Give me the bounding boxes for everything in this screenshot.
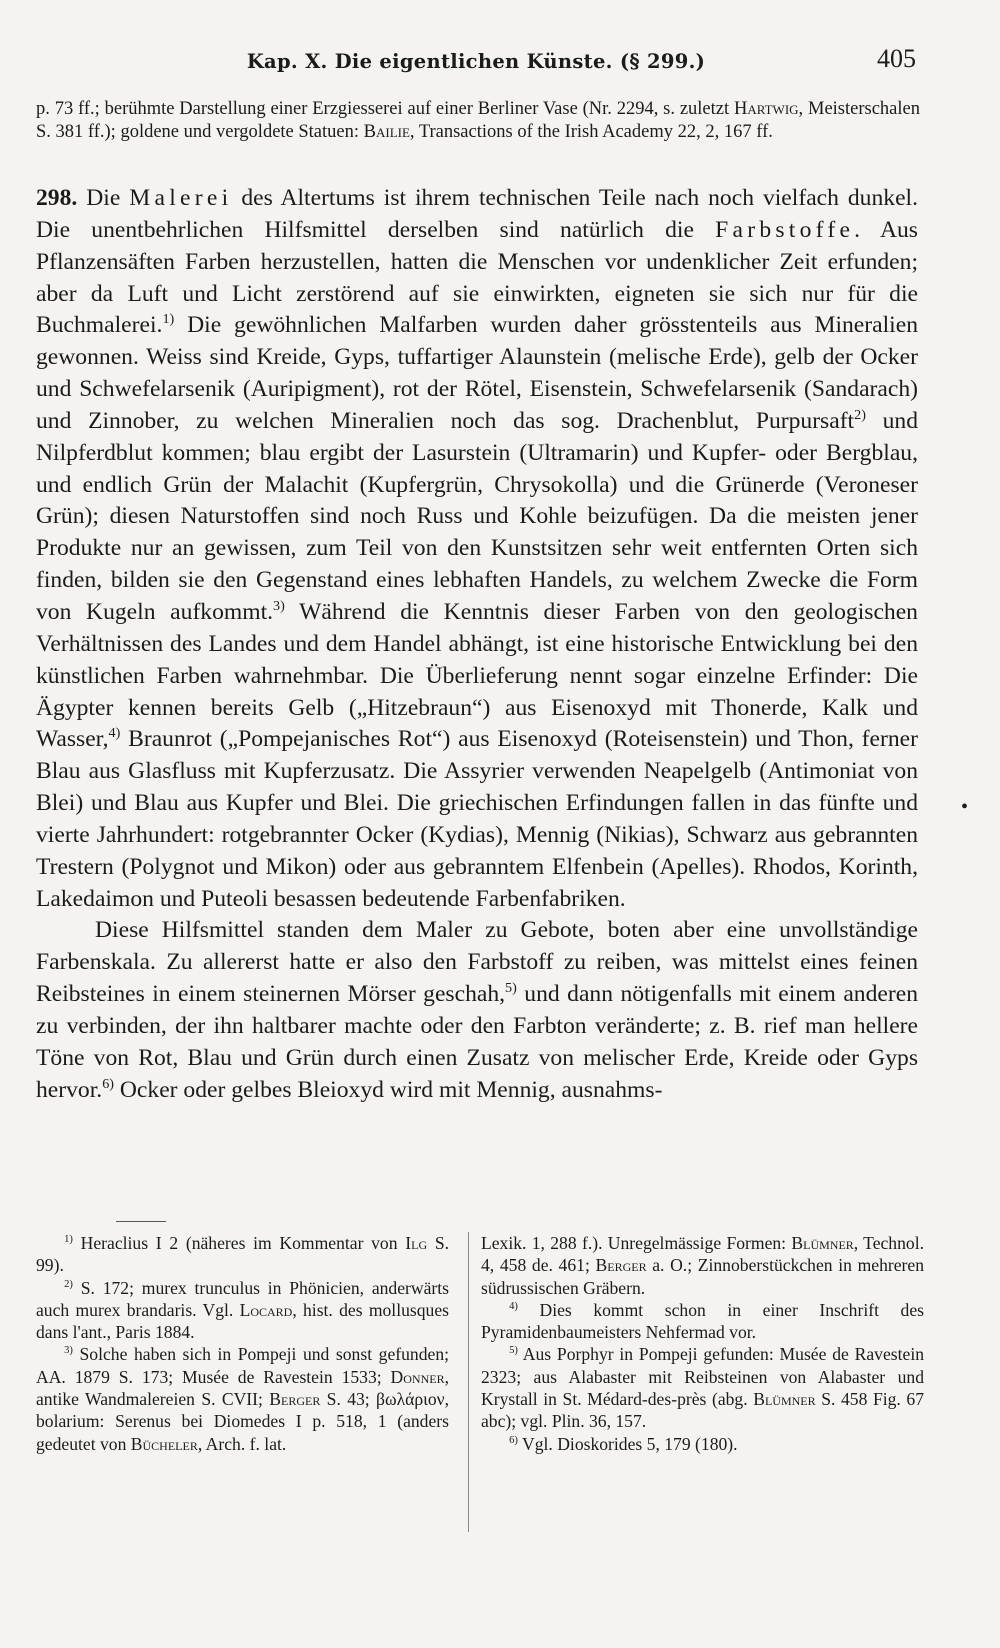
footnote-3-continued	[481, 1232, 924, 1299]
author-name: Berger	[269, 1389, 321, 1410]
text-run: Aus Porphyr in Pompeji gefunden: Musée de Ravestein 2323; aus Alabaster mit Reibsteinen von Alabaster und Krystall in St. Médard-des-près (abg.	[481, 1344, 924, 1410]
author-name: Hartwig	[733, 99, 799, 119]
column-divider	[468, 1232, 469, 1532]
footnote-ref[interactable]: 2)	[854, 407, 866, 424]
footnote-mark: 1)	[64, 1234, 73, 1246]
text-run: und dann nötigenfalls mit einem anderen zu verbinden, der ihn haltbarer machte oder den Farbton veränderte; z. B. rief man hellere Töne von Rot, Blau und Grün durch einen Zusatz von melischer Erde, Kreide oder Gyps hervor.	[36, 981, 918, 1103]
text-run: Die gewöhnlichen Malfarben wurden daher grösstenteils aus Mineralien gewonnen. Weiss sind Kreide, Gyps, tuffartiger Alaunstein (melische Erde), gelb der Ocker und Schwefelarsenik (Auripigment), rot der Rötel, Eisenstein, Schwefelarsenik (Sandarach) und Zinnober, zu welchen Mineralien noch das sog. Drachenblut, Purpursaft	[36, 312, 918, 434]
text-run: S. 458 Fig. 67 abc); vgl. Plin. 36, 157.	[481, 1389, 924, 1432]
footnote-3	[36, 1343, 449, 1454]
text-run: S. 43; βωλάριον, bolarium: Serenus bei Diomedes I p. 518, 1 (anders gedeutet von	[36, 1389, 449, 1454]
text-run: , Transactions of the Irish Academy 22, 2, 167 ff.	[409, 122, 773, 142]
text-run: S. 172; murex trunculus in Phönicien, anderwärts auch murex brandaris. Vgl.	[36, 1277, 449, 1320]
footnote-ref[interactable]: 3)	[273, 598, 285, 615]
footnote-6	[481, 1433, 924, 1455]
text-run: , Technol. 4, 458 de. 461;	[481, 1233, 924, 1276]
text-run: , antike Wandmalereien S. CVII;	[36, 1366, 449, 1410]
spaced-term: Malerei	[129, 185, 233, 211]
text-run: des Altertums ist ihrem technischen Teile nach noch vielfach dunkel. Die unentbehrlichen Hilfsmittel derselben sind natürlich die	[36, 185, 918, 243]
author-name: Blümner	[791, 1233, 854, 1253]
footnote-column-right	[481, 1232, 924, 1455]
author-name: Locard	[239, 1299, 293, 1320]
text-run: p. 73 ff.; berühmte Darstellung einer Erzgiesserei auf einer Berliner Vase (Nr. 2294, s. zuletzt	[36, 99, 734, 119]
paragraph-2	[36, 915, 918, 1106]
footnote-5	[481, 1343, 924, 1432]
text-run: S. 99).	[36, 1233, 449, 1276]
text-run: Diese Hilfsmittel standen dem Maler zu Gebote, boten aber eine unvollständige Farbenskala. Zu allererst hatte er also den Farbstoff zu reiben, was mittelst eines feinen Reibsteines in einem steinernen Mörser geschah,	[36, 917, 918, 1008]
author-name: Blümner	[753, 1389, 816, 1410]
footnote-mark: 3)	[64, 1345, 73, 1357]
paragraph-298	[36, 183, 918, 915]
footnote-4	[481, 1299, 924, 1344]
footnote-mark: 4)	[509, 1301, 518, 1313]
text-run: Ocker oder gelbes Bleioxyd wird mit Mennig, ausnahms-	[113, 1076, 663, 1103]
footnote-ref[interactable]: 1)	[162, 311, 175, 328]
author-name: Donner	[390, 1366, 445, 1387]
text-run: Lexik. 1, 288 f.). Unregelmässige Formen:	[481, 1233, 792, 1253]
text-run: und Nilpferdblut kommen; blau ergibt der Lasurstein (Ultramarin) und Kupfer- oder Bergblau, und endlich Grün der Malachit (Kupfergrün, Chrysokolla) und die Grünerde (Veroneser Grün); diesen Naturstoffen sind noch Russ und Kohle beizufügen. Da die meisten jener Produkte nur an gewissen, zum Teil von den Kunstsitzen sehr weit entfernten Orten sich finden, bilden sie den Gegenstand eines lebhaften Handels, zu welchem Zwecke die Form von Kugeln aufkommt.	[36, 407, 918, 625]
running-header	[36, 44, 916, 84]
spaced-term: Farbstoffe	[715, 216, 855, 243]
footnote-1	[36, 1232, 449, 1277]
text-run: Die	[77, 185, 130, 211]
margin-mark: •	[961, 796, 969, 818]
text-run: , Meisterschalen S. 381 ff.); goldene und vergoldete Statuen:	[36, 99, 920, 142]
text-run: Solche haben sich in Pompeji und sonst gefunden; AA. 1879 S. 173; Musée de Ravestein 1533;	[36, 1344, 449, 1387]
footnote-ref[interactable]: 4)	[108, 725, 121, 742]
footnote-ref[interactable]: 6)	[102, 1075, 114, 1092]
section-number: 298.	[36, 185, 78, 211]
text-run: a. O.; Zinnoberstückchen in mehreren südrussischen Gräbern.	[481, 1255, 925, 1298]
footnote-mark: 2)	[64, 1278, 73, 1290]
footnote-mark: 6)	[509, 1434, 518, 1446]
author-name: Bailie	[363, 122, 410, 142]
page-number: 405	[877, 44, 916, 73]
footnote-rule	[116, 1221, 166, 1222]
text-run: , Arch. f. lat.	[197, 1433, 287, 1454]
author-name: Berger	[595, 1255, 647, 1276]
footnote-column-left	[36, 1232, 449, 1455]
footnote-2	[36, 1277, 449, 1344]
author-name: Ilg	[405, 1233, 428, 1253]
footnote-mark: 5)	[509, 1345, 518, 1357]
text-run: Vgl. Dioskorides 5, 179 (180).	[517, 1433, 738, 1454]
text-run: , hist. des mollusques dans l'ant., Paris 1884.	[36, 1299, 449, 1343]
author-name: Bücheler	[130, 1433, 198, 1454]
running-title: Kap. X. Die eigentlichen Künste. (§ 299.)	[246, 50, 706, 73]
text-run: Braunrot („Pompejanisches Rot“) aus Eisenoxyd (Roteisenstein) und Thon, ferner Blau aus Glasfluss mit Kupferzusatz. Die Assyrier verwenden Neapelgelb (Antimoniat von Blei) und Blau aus Kupfer und Blei. Die griechischen Erfindungen fallen in das fünfte und vierte Jahrhundert: rotgebrannter Ocker (Kydias), Mennig (Nikias), Schwarz aus gebrannten Trestern (Polygnot und Mikon) oder aus gebranntem Elfenbein (Apelles). Rhodos, Korinth, Lakedaimon und Puteoli besassen bedeutende Farbenfabriken.	[36, 726, 918, 912]
main-text	[36, 183, 918, 1106]
text-run: Dies kommt schon in einer Inschrift des Pyramidenbaumeisters Nehfermad vor.	[481, 1299, 924, 1343]
continued-footnote-text	[36, 98, 920, 144]
text-run: . Aus Pflanzensäften Farben herzustellen, hatten die Menschen vor undenklicher Zeit erfunden; aber da Luft und Licht zerstörend auf sie einwirkten, eigneten sie sich nur für die Buchmalerei.	[36, 216, 918, 339]
text-run: Heraclius I 2 (näheres im Kommentar von	[72, 1233, 406, 1253]
footnote-ref[interactable]: 5)	[505, 980, 517, 997]
text-run: Während die Kenntnis dieser Farben von den geologischen Verhältnissen des Landes und dem Handel abhängt, ist eine historische Entwicklung bei den künstlichen Farben wahrnehmbar. Die Überlieferung nennt sogar einzelne Erfinder: Die Ägypter kennen bereits Gelb („Hitzebraun“) aus Eisenoxyd mit Thonerde, Kalk und Wasser,	[36, 598, 918, 753]
